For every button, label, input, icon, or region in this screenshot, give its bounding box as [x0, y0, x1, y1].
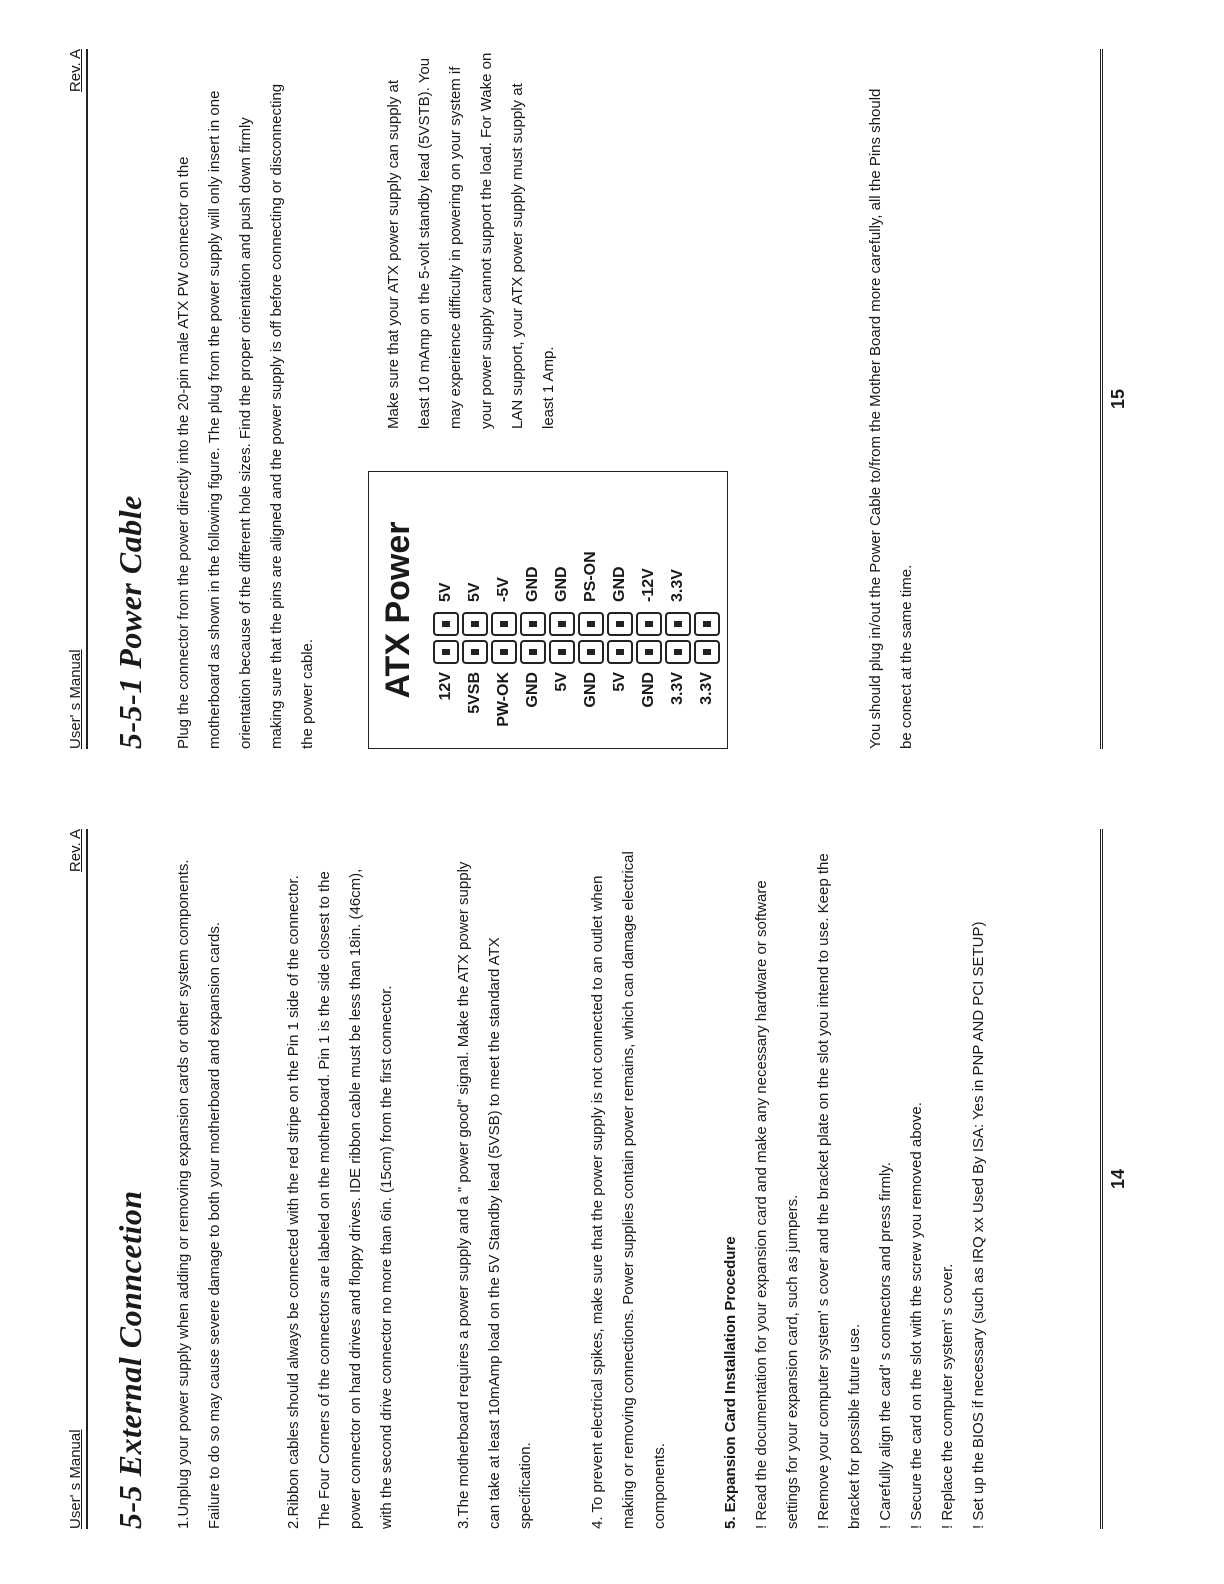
atx-pin-label-left: 5VSB: [465, 672, 483, 714]
procedure-step: ! Set up the BIOS if necessary (such as IRQ xx Used By ISA: Yes in PNP AND PCI SETUP): [970, 921, 987, 1529]
atx-pin-socket: [549, 612, 575, 636]
atx-pin-label-left: GND: [581, 672, 599, 708]
atx-pin-row: [663, 551, 692, 738]
atx-pin-socket: [636, 612, 662, 636]
atx-pin-row: [431, 551, 460, 738]
atx-pin-row: [576, 551, 605, 738]
atx-pin-socket: [491, 640, 517, 664]
section-title: 5-5-1 Power Cable: [112, 495, 148, 749]
header-manual-label: User' s Manual: [67, 1429, 84, 1529]
atx-pin-label-right: 5V: [436, 582, 454, 602]
installation-procedure: [715, 839, 994, 1529]
atx-pin-row: [605, 551, 634, 738]
footer-rule: [1100, 829, 1103, 1529]
atx-pin-row: [489, 551, 518, 738]
footer-rule: [1100, 49, 1103, 749]
atx-pin-label-left: GND: [523, 672, 541, 708]
atx-pin-socket: [462, 612, 488, 636]
atx-pin-row: [547, 551, 576, 738]
atx-pin-socket: [520, 640, 546, 664]
page-15: [60, 49, 1160, 749]
page-header: [60, 49, 88, 749]
header-revision: Rev. A: [67, 49, 84, 93]
atx-pin-row: [460, 551, 489, 738]
atx-pin-label-right: -5V: [494, 577, 512, 602]
atx-pin-label-right: 5V: [465, 582, 483, 602]
atx-pin-label-left: 12V: [436, 672, 454, 701]
atx-diagram-title: ATX Power: [379, 521, 417, 699]
page-number: 15: [1108, 388, 1128, 410]
atx-pin-label-right: GND: [610, 566, 628, 602]
atx-pin-label-right: GND: [552, 566, 570, 602]
atx-pin-label-left: 3.3V: [668, 672, 686, 705]
atx-pin-row: [634, 551, 663, 738]
page-14: [60, 829, 1160, 1529]
section-title: 5-5 External Conncetion: [112, 1190, 148, 1529]
procedure-step: ! Remove your computer system' s cover and the bracket plate on the slot you intend to use. Keep the bracket for possible future use.: [815, 853, 863, 1529]
procedure-step: ! Carefully align the card' s connectors and press firmly.: [877, 1162, 894, 1529]
atx-pin-rows: [431, 551, 721, 738]
atx-pin-label-left: PW-OK: [494, 672, 512, 727]
atx-pin-socket: [491, 612, 517, 636]
procedure-step: ! Replace the computer system' s cover.: [939, 1263, 956, 1529]
atx-pin-socket: [433, 640, 459, 664]
procedure-step: ! Read the documentation for your expansion card and make any necessary hardware or software settings for your expansion card, such as jumpers.: [753, 880, 801, 1529]
atx-pin-row: [518, 551, 547, 738]
atx-pin-socket: [578, 640, 604, 664]
atx-pin-socket: [549, 640, 575, 664]
page-number: 14: [1108, 1168, 1128, 1190]
intro-paragraph: Plug the connector from the power directly into the 20-pin male ATX PW connector on the motherboard as shown in the following figure. The plug from the power supply will only insert in one orientation because of the different hole sizes. Find the proper orientation and push down firmly making sure that the pins are aligned and the power supply is off before connecting or disconnecting the power cable.: [175, 83, 316, 749]
atx-pin-socket: [607, 640, 633, 664]
atx-pin-label-right: 3.3V: [668, 569, 686, 602]
paragraph-3: 3.The motherboard requires a power supply and a " power good" signal. Make the ATX power supply can take at least 10mAmp load on the 5V Standby lead (5VSB) to meet the standard ATX specification.: [455, 861, 534, 1529]
atx-pin-label-left: 3.3V: [697, 672, 715, 705]
header-revision: Rev. A: [67, 829, 84, 873]
atx-pin-label-left: 5V: [610, 672, 628, 692]
paragraph-4: 4. To prevent electrical spikes, make sure that the power supply is not connected to an outlet when making or removing connections. Power supplies contain power remains, which can damage electrical components.: [589, 851, 668, 1529]
header-manual-label: User' s Manual: [67, 649, 84, 749]
atx-pin-socket: [694, 640, 720, 664]
atx-pin-label-right: -12V: [639, 568, 657, 602]
caution-note: You should plug in/out the Power Cable to/from the Mother Board more carefully, all the Pins should be conect at the same time.: [867, 88, 915, 749]
atx-pin-row: [692, 551, 721, 738]
atx-pin-label-left: 5V: [552, 672, 570, 692]
atx-pin-socket: [694, 612, 720, 636]
atx-pin-socket: [520, 612, 546, 636]
atx-pin-label-right: PS-ON: [581, 551, 599, 602]
atx-pin-label-right: GND: [523, 566, 541, 602]
atx-pin-label-left: GND: [639, 672, 657, 708]
atx-pin-socket: [578, 612, 604, 636]
page-header: [60, 829, 88, 1529]
atx-pin-socket: [665, 612, 691, 636]
paragraph-2: 2.Ribbon cables should always be connected with the red stripe on the Pin 1 side of the connector. The Four Corners of the connectors are labeled on the motherboard. Pin 1 is the side closest to the power connector on hard drives and floppy drives. IDE ribbon cable must be less than 18in. (46cm), with the second drive connector no more than 6in. (15cm) from the first connector.: [285, 868, 395, 1529]
atx-pin-socket: [636, 640, 662, 664]
atx-pin-socket: [607, 612, 633, 636]
paragraph-1: 1.Unplug your power supply when adding or removing expansion cards or other system components. Failure to do so may cause severe damage to both your motherboard and expansion cards.: [175, 859, 223, 1529]
atx-pin-socket: [462, 640, 488, 664]
procedure-step: ! Secure the card on the slot with the screw you removed above.: [908, 1102, 925, 1529]
procedure-heading: 5. Expansion Card Installation Procedure: [722, 1236, 739, 1529]
atx-power-diagram: [368, 471, 728, 749]
atx-side-note: Make sure that your ATX power supply can supply at least 10 mAmp on the 5-volt standby lead (5VSTB). You may experience difficulty in powering on your system if your power supply cannot support the load. For Wake on LAN support, your ATX power supply must supply at least 1 Amp.: [385, 52, 557, 429]
atx-pin-socket: [665, 640, 691, 664]
atx-pin-socket: [433, 612, 459, 636]
